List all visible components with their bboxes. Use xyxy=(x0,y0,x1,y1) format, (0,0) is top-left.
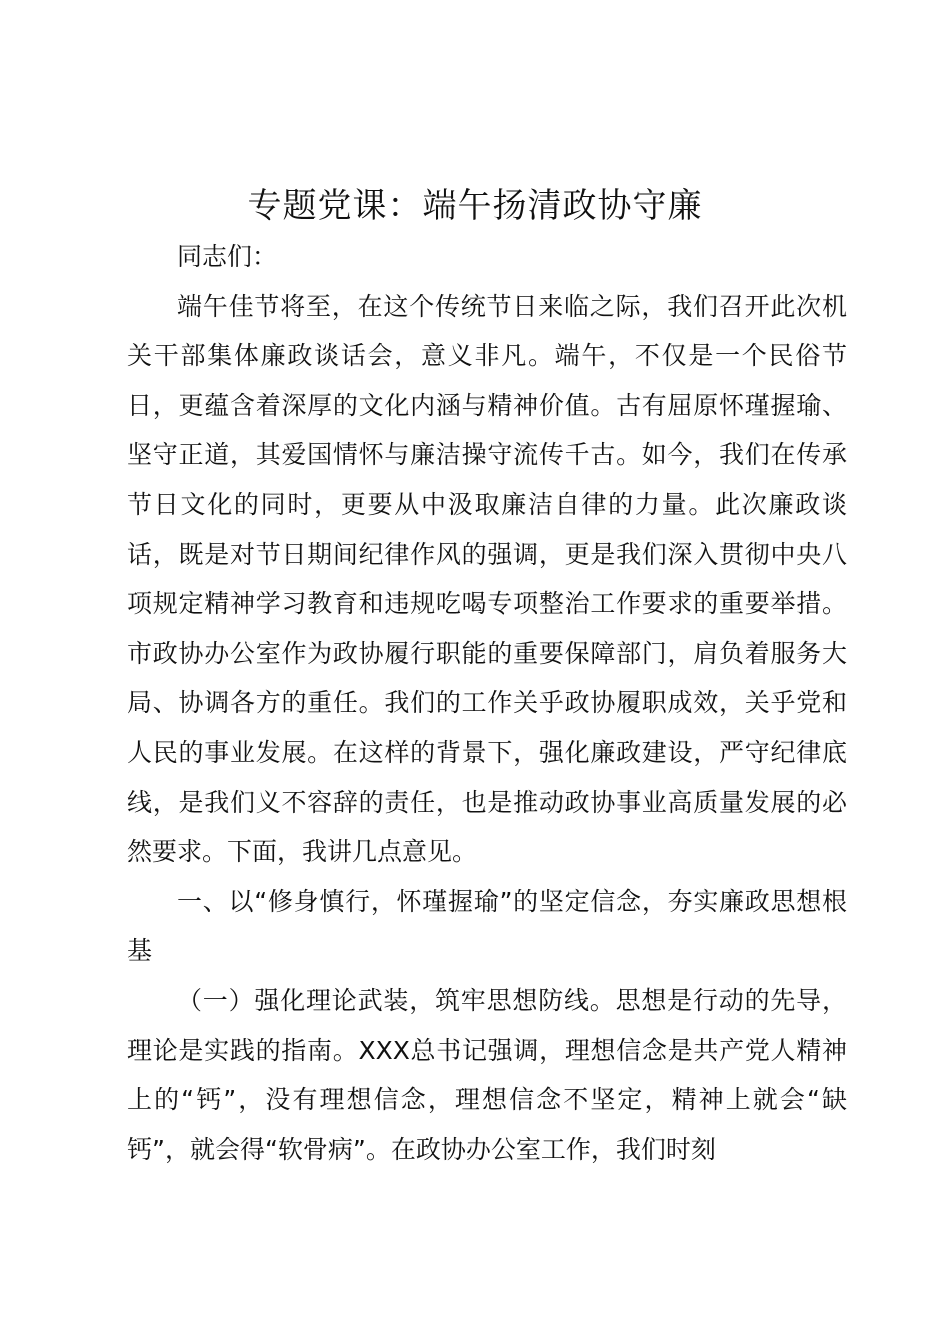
paragraph-intro: 端午佳节将至，在这个传统节日来临之际，我们召开此次机关干部集体廉政谈话会，意义非凡。端午，不仅是一个民俗节日，更蕴含着深厚的文化内涵与精神价值。古有屈原怀瑾握瑜、坚守正道，其爱国情怀与廉洁操守流传千古。如今，我们在传承节日文化的同时，更要从中汲取廉洁自律的力量。此次廉政谈话，既是对节日期间纪律作风的强调，更是我们深入贯彻中央八项规定精神学习教育和违规吃喝专项整治工作要求的重要举措。市政协办公室作为政协履行职能的重要保障部门，肩负着服务大局、协调各方的重任。我们的工作关乎政协履职成效，关乎党和人民的事业发展。在这样的背景下，强化廉政建设，严守纪律底线，是我们义不容辞的责任，也是推动政协事业高质量发展的必然要求。下面，我讲几点意见。 xyxy=(127,291,847,867)
paragraph-1-1: （一）强化理论武装，筑牢思想防线。思想是行动的先导，理论是实践的指南。XXX总书记强调，理想信念是共产党人精神上的“钙”，没有理想信念，理想信念不坚定，精神上就会“缺钙”，就会得“软骨病”。在政协办公室工作，我们时刻 xyxy=(127,985,847,1164)
document-title: 专题党课：端午扬清政协守廉 xyxy=(247,186,703,226)
document-body xyxy=(127,232,847,1174)
section-heading-1: 一、以“修身慎行，怀瑾握瑜”的坚定信念，夯实廉政思想根基 xyxy=(127,886,847,966)
salutation: 同志们： xyxy=(177,242,278,271)
